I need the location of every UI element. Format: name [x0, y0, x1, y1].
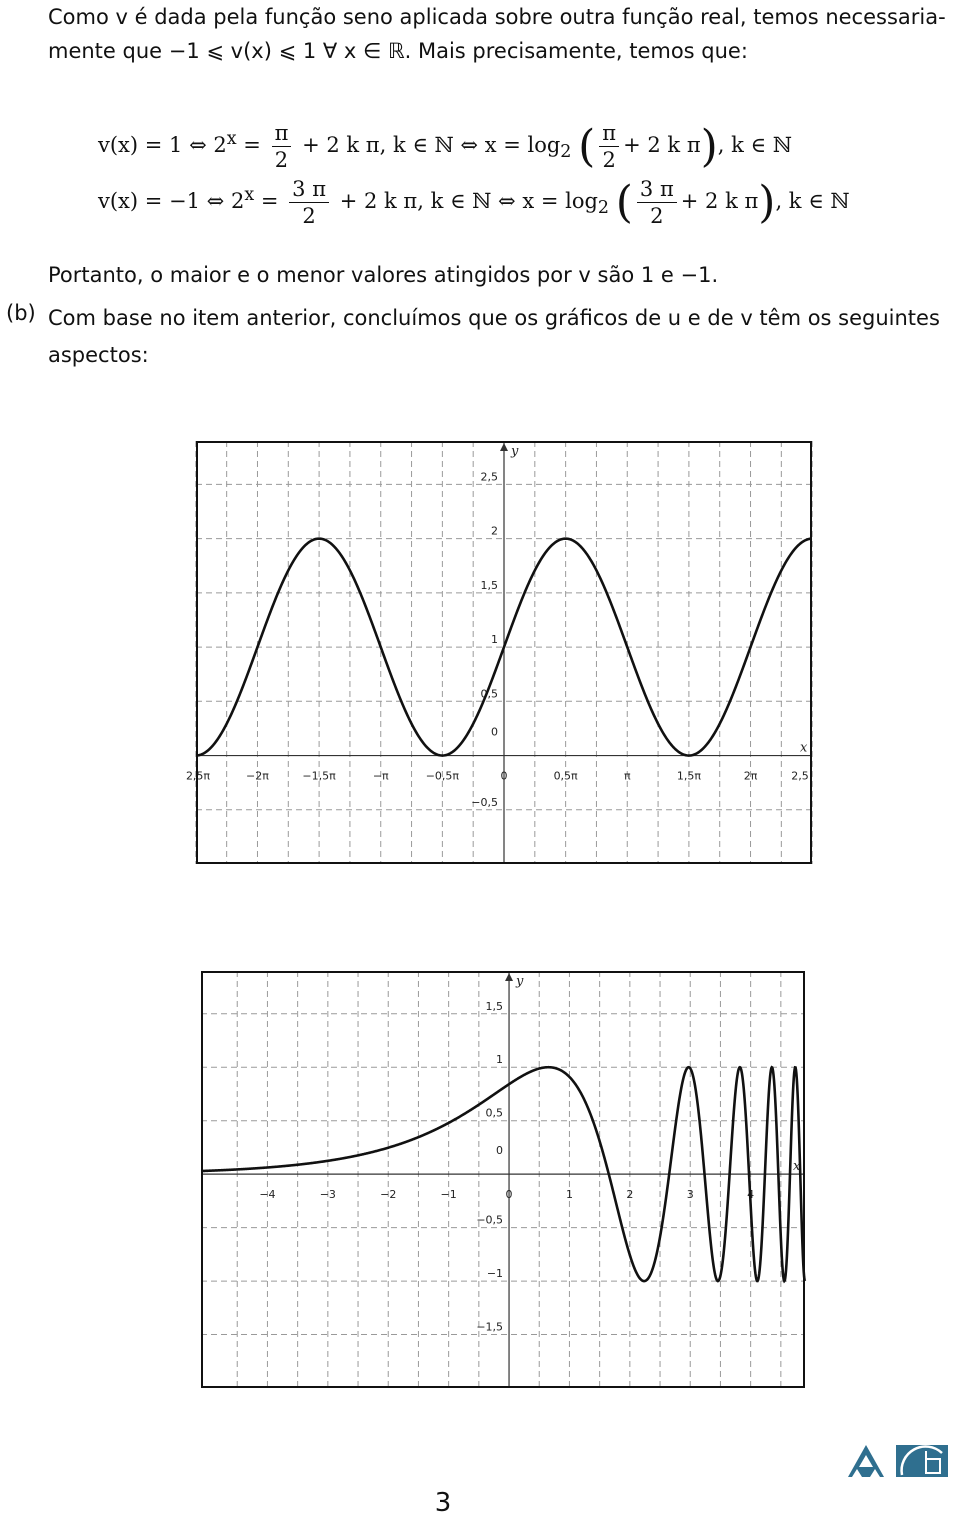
x-tick-label: 0 — [505, 1188, 513, 1202]
y-tick-label: −0,5 — [471, 795, 498, 809]
eq2-end: , k ∈ ℕ — [775, 189, 850, 213]
x-tick-label: −4 — [259, 1188, 276, 1202]
eq2-inner-fraction — [637, 176, 677, 229]
x-tick-label: 4 — [747, 1188, 755, 1202]
x-tick-label: −2π — [246, 769, 269, 783]
eq1-end: , k ∈ ℕ — [717, 133, 792, 157]
eq1-log-base: 2 — [560, 142, 572, 163]
y-tick-label: 0,5 — [485, 1106, 504, 1120]
eq1-fraction — [272, 120, 292, 173]
eq1-close-paren: ) — [700, 121, 718, 172]
eq1-middle: + 2 k π, k ∈ ℕ ⇔ x = log — [302, 133, 561, 157]
eq1-inner-fraction — [599, 120, 619, 173]
y-axis-label: y — [511, 444, 519, 459]
paragraph-line-2: mente que −1 ⩽ v(x) ⩽ 1 ∀ x ∈ ℝ. Mais precisamente, temos que: — [48, 39, 748, 63]
eq2-close-paren: ) — [758, 177, 776, 228]
x-tick-label: 0 — [500, 769, 508, 783]
eq2-exponent: x — [244, 185, 255, 205]
paragraph-line-4: Com base no item anterior, concluímos que os gráficos de u e de v têm os seguintes — [48, 306, 940, 330]
equation-1 — [98, 120, 792, 173]
x-tick-label: 0,5π — [553, 769, 578, 783]
paragraph-line-5: aspectos: — [48, 343, 149, 367]
eq2-log-base: 2 — [597, 198, 610, 219]
y-tick-label: 0 — [496, 1144, 504, 1158]
logo-icon — [846, 1443, 950, 1479]
graph-u-svg — [185, 441, 812, 864]
eq1-inner-num: π — [599, 120, 619, 147]
x-tick-label: 2π — [743, 769, 758, 783]
eq2-equals: = — [260, 189, 279, 213]
x-tick-label: −3 — [319, 1188, 336, 1202]
eq2-inner-tail: + 2 k π — [680, 189, 759, 213]
eq1-inner-den: 2 — [602, 148, 616, 172]
y-tick-label: 1 — [496, 1053, 504, 1067]
graph-u — [185, 441, 812, 864]
eq1-den: 2 — [274, 148, 289, 172]
x-tick-label: 1 — [565, 1188, 573, 1202]
y-axis-arrow — [500, 443, 508, 451]
x-axis-label: x — [793, 1159, 801, 1175]
eq2-fraction — [289, 176, 329, 229]
y-tick-label: 0 — [491, 725, 498, 739]
y-tick-label: 1 — [491, 633, 498, 647]
eq2-open-paren: ( — [615, 177, 633, 228]
x-tick-label: −0,5π — [425, 769, 460, 783]
y-tick-label: 2,5 — [480, 470, 498, 484]
paragraph-line-1: Como v é dada pela função seno aplicada sobre outra função real, temos necessaria- — [48, 5, 946, 29]
eq1-exponent: x — [226, 129, 237, 149]
graph-v — [201, 971, 805, 1388]
y-tick-label: 1,5 — [485, 999, 504, 1013]
y-tick-label: 2 — [491, 524, 498, 538]
eq2-den: 2 — [302, 204, 316, 228]
x-tick-label: −2 — [380, 1188, 397, 1202]
y-tick-label: −1,5 — [476, 1320, 504, 1334]
y-tick-label: −0,5 — [476, 1213, 504, 1227]
x-tick-label: 2,5π — [185, 769, 211, 783]
x-axis-label: x — [800, 740, 808, 756]
x-tick-label: 3 — [686, 1188, 694, 1202]
y-tick-label: 1,5 — [480, 578, 498, 592]
publisher-logo — [846, 1443, 950, 1483]
x-tick-label: −1 — [440, 1188, 457, 1202]
eq1-left: v(x) = 1 ⇔ 2 — [98, 133, 227, 157]
y-tick-label: −1 — [486, 1267, 504, 1281]
eq2-inner-den: 2 — [650, 204, 664, 228]
eq2-left: v(x) = −1 ⇔ 2 — [98, 189, 245, 213]
x-tick-label: 2,5 — [791, 769, 809, 783]
eq1-num: π — [272, 120, 292, 147]
equation-2 — [98, 176, 850, 229]
page-number: 3 — [434, 1488, 452, 1518]
item-label: (b) — [6, 301, 36, 325]
eq1-open-paren: ( — [578, 121, 596, 172]
paragraph-line-3: Portanto, o maior e o menor valores atingidos por v são 1 e −1. — [48, 263, 719, 287]
x-tick-label: −1,5π — [302, 769, 336, 783]
x-tick-label: π — [623, 769, 631, 783]
x-tick-label: 2 — [626, 1188, 634, 1202]
x-tick-label: 1,5π — [676, 769, 701, 783]
eq2-middle: + 2 k π, k ∈ ℕ ⇔ x = log — [339, 189, 598, 213]
x-tick-label: −π — [372, 769, 389, 783]
y-axis-arrow — [505, 973, 513, 981]
eq2-inner-num: 3 π — [637, 176, 677, 203]
y-axis-label: y — [516, 974, 524, 989]
graph-v-svg — [201, 971, 805, 1388]
eq1-inner-tail: + 2 k π — [623, 133, 701, 157]
y-tick-label: 0,5 — [480, 687, 498, 701]
eq2-num: 3 π — [289, 176, 329, 203]
eq1-equals: = — [243, 133, 261, 157]
